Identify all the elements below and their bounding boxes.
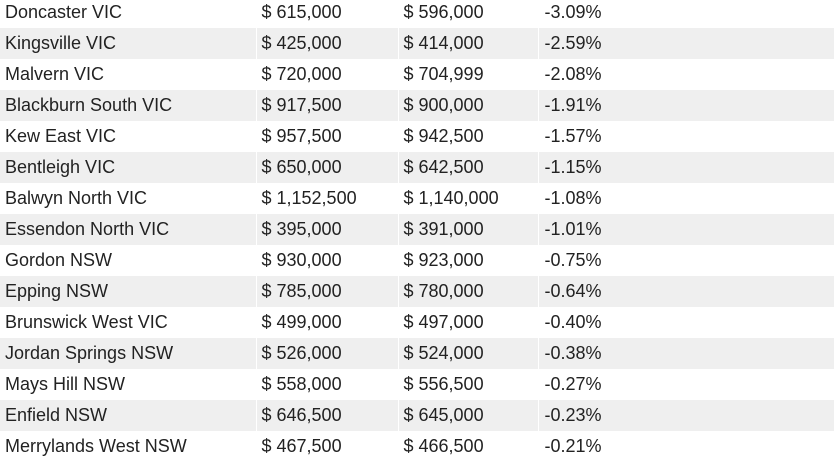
current-price-cell: $ 942,500 xyxy=(398,121,538,152)
previous-price-cell: $ 395,000 xyxy=(256,214,398,245)
current-price-cell: $ 414,000 xyxy=(398,28,538,59)
current-price-cell: $ 1,140,000 xyxy=(398,183,538,214)
change-percent-cell: -0.40% xyxy=(538,307,834,338)
previous-price-cell: $ 646,500 xyxy=(256,400,398,431)
change-percent-cell: -1.57% xyxy=(538,121,834,152)
table-row xyxy=(0,214,834,245)
change-percent-cell: -1.01% xyxy=(538,214,834,245)
previous-price-cell: $ 467,500 xyxy=(256,431,398,462)
current-price-cell: $ 900,000 xyxy=(398,90,538,121)
suburb-cell: Jordan Springs NSW xyxy=(0,338,256,369)
change-percent-cell: -1.91% xyxy=(538,90,834,121)
current-price-cell: $ 642,500 xyxy=(398,152,538,183)
table-row xyxy=(0,90,834,121)
previous-price-cell: $ 957,500 xyxy=(256,121,398,152)
previous-price-cell: $ 558,000 xyxy=(256,369,398,400)
suburb-cell: Malvern VIC xyxy=(0,59,256,90)
change-percent-cell: -1.08% xyxy=(538,183,834,214)
current-price-cell: $ 391,000 xyxy=(398,214,538,245)
previous-price-cell: $ 785,000 xyxy=(256,276,398,307)
current-price-cell: $ 923,000 xyxy=(398,245,538,276)
suburb-cell: Enfield NSW xyxy=(0,400,256,431)
previous-price-cell: $ 425,000 xyxy=(256,28,398,59)
previous-price-cell: $ 499,000 xyxy=(256,307,398,338)
suburb-cell: Brunswick West VIC xyxy=(0,307,256,338)
current-price-cell: $ 780,000 xyxy=(398,276,538,307)
suburb-cell: Kew East VIC xyxy=(0,121,256,152)
previous-price-cell: $ 720,000 xyxy=(256,59,398,90)
previous-price-cell: $ 526,000 xyxy=(256,338,398,369)
previous-price-cell: $ 917,500 xyxy=(256,90,398,121)
current-price-cell: $ 556,500 xyxy=(398,369,538,400)
table-row xyxy=(0,276,834,307)
change-percent-cell: -0.27% xyxy=(538,369,834,400)
current-price-cell: $ 645,000 xyxy=(398,400,538,431)
suburb-cell: Epping NSW xyxy=(0,276,256,307)
change-percent-cell: -2.59% xyxy=(538,28,834,59)
suburb-cell: Merrylands West NSW xyxy=(0,431,256,462)
change-percent-cell: -0.75% xyxy=(538,245,834,276)
table-row xyxy=(0,121,834,152)
previous-price-cell: $ 615,000 xyxy=(256,0,398,28)
table-row xyxy=(0,59,834,90)
current-price-cell: $ 596,000 xyxy=(398,0,538,28)
change-percent-cell: -0.38% xyxy=(538,338,834,369)
change-percent-cell: -1.15% xyxy=(538,152,834,183)
suburb-cell: Gordon NSW xyxy=(0,245,256,276)
table-row xyxy=(0,431,834,462)
suburb-cell: Bentleigh VIC xyxy=(0,152,256,183)
previous-price-cell: $ 1,152,500 xyxy=(256,183,398,214)
table-row xyxy=(0,338,834,369)
previous-price-cell: $ 650,000 xyxy=(256,152,398,183)
change-percent-cell: -3.09% xyxy=(538,0,834,28)
table-row xyxy=(0,152,834,183)
current-price-cell: $ 466,500 xyxy=(398,431,538,462)
current-price-cell: $ 704,999 xyxy=(398,59,538,90)
table-row xyxy=(0,400,834,431)
current-price-cell: $ 524,000 xyxy=(398,338,538,369)
current-price-cell: $ 497,000 xyxy=(398,307,538,338)
table-row xyxy=(0,245,834,276)
suburb-cell: Mays Hill NSW xyxy=(0,369,256,400)
change-percent-cell: -0.21% xyxy=(538,431,834,462)
suburb-cell: Essendon North VIC xyxy=(0,214,256,245)
change-percent-cell: -2.08% xyxy=(538,59,834,90)
change-percent-cell: -0.64% xyxy=(538,276,834,307)
table-row xyxy=(0,307,834,338)
table-row xyxy=(0,0,834,28)
suburb-cell: Doncaster VIC xyxy=(0,0,256,28)
table-row xyxy=(0,369,834,400)
suburb-cell: Kingsville VIC xyxy=(0,28,256,59)
table-row xyxy=(0,28,834,59)
previous-price-cell: $ 930,000 xyxy=(256,245,398,276)
suburb-cell: Balwyn North VIC xyxy=(0,183,256,214)
suburb-cell: Blackburn South VIC xyxy=(0,90,256,121)
change-percent-cell: -0.23% xyxy=(538,400,834,431)
table-row xyxy=(0,183,834,214)
